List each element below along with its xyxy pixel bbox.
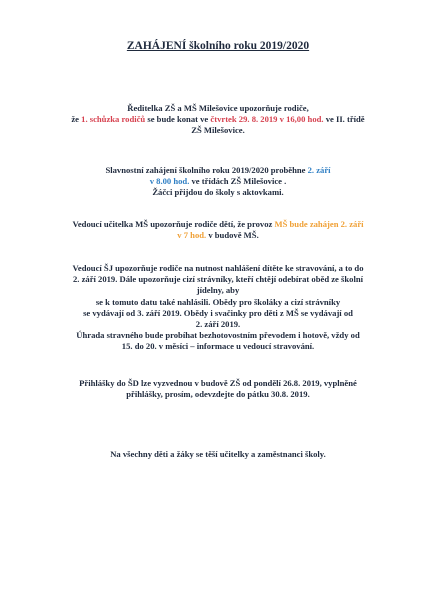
opening-line-1 xyxy=(22,165,414,176)
closing-paragraph xyxy=(22,449,414,460)
meeting-line-2 xyxy=(22,114,414,125)
closing-line-1: Na všechny děti a žáky se těší učitelky a zaměstnanci školy. xyxy=(110,449,326,459)
meeting-text-e: ve II. třídě xyxy=(323,114,365,125)
canteen-line-5: se vydávají od 3. září 2019. Obědy i svačinky pro děti z MŠ se vydávají od xyxy=(83,307,353,318)
kindergarten-line-1 xyxy=(22,219,414,230)
meeting-paragraph xyxy=(22,103,414,137)
kindergarten-highlight-time: v 7 hod. xyxy=(177,230,207,241)
canteen-line-7: Úhrada stravného bude probíhat bezhotovostním převodem i hotově, vždy od xyxy=(76,330,360,341)
kindergarten-text-a: Vedoucí učitelka MŠ upozorňuje rodiče dětí, že provoz xyxy=(72,219,275,229)
kindergarten-text-d: v budově MŠ. xyxy=(206,230,259,241)
canteen-line-2: 2. září 2019. Dále upozorňuje cizí strávníky, kteří chtějí odebírat oběd ze školní xyxy=(72,274,363,285)
meeting-highlight-date: čtvrtek 29. 8. 2019 v 16,00 hod. xyxy=(210,114,324,125)
meeting-line-1: Ředitelka ZŠ a MŠ Milešovice upozorňuje rodiče, xyxy=(127,103,309,113)
meeting-highlight-parents: 1. schůzka rodičů xyxy=(81,114,146,125)
kindergarten-paragraph xyxy=(22,219,414,241)
document-title: ZAHÁJENÍ školního roku 2019/2020 xyxy=(126,40,310,52)
opening-paragraph xyxy=(22,165,414,199)
canteen-line-4: se k tomuto datu také nahlásili. Obědy pro školáky a cizí strávníky xyxy=(95,296,341,307)
opening-highlight-time: v 8.00 hod. xyxy=(149,176,190,187)
opening-highlight-date: 2. září xyxy=(307,165,331,175)
meeting-line-3: ZŠ Milešovice. xyxy=(191,125,245,136)
opening-line-3: Žáčci přijdou do školy s aktovkami. xyxy=(152,187,284,198)
meeting-text-c: se bude konat ve xyxy=(145,114,211,125)
kindergarten-highlight-start: MŠ bude zahájen 2. září xyxy=(274,219,364,229)
canteen-line-1: Vedoucí ŠJ upozorňuje rodiče na nutnost nahlášení dítěte ke stravování, a to do xyxy=(72,263,364,273)
opening-text-a: Slavnostní zahájení školního roku 2019/2020 proběhne xyxy=(105,165,308,175)
meeting-text-a: že xyxy=(71,114,82,125)
kindergarten-line-2 xyxy=(22,230,414,241)
opening-line-2 xyxy=(22,176,414,187)
canteen-paragraph xyxy=(22,263,414,353)
afterschool-line-2: přihlášky, prosím, odevzdejte do pátku 30.8. 2019. xyxy=(126,389,310,400)
afterschool-line-1: Přihlášky do ŠD lze vyzvednou v budově ZŠ od pondělí 26.8. 2019, vyplněné xyxy=(79,378,357,388)
canteen-line-8: 15. do 20. v měsíci – informace u vedoucí stravování. xyxy=(121,341,315,352)
afterschool-paragraph xyxy=(22,378,414,400)
canteen-line-3: jídelny, aby xyxy=(196,285,240,296)
opening-text-d: ve třídách ZŠ Milešovice . xyxy=(189,176,287,187)
canteen-line-6: 2. září 2019. xyxy=(195,319,241,330)
